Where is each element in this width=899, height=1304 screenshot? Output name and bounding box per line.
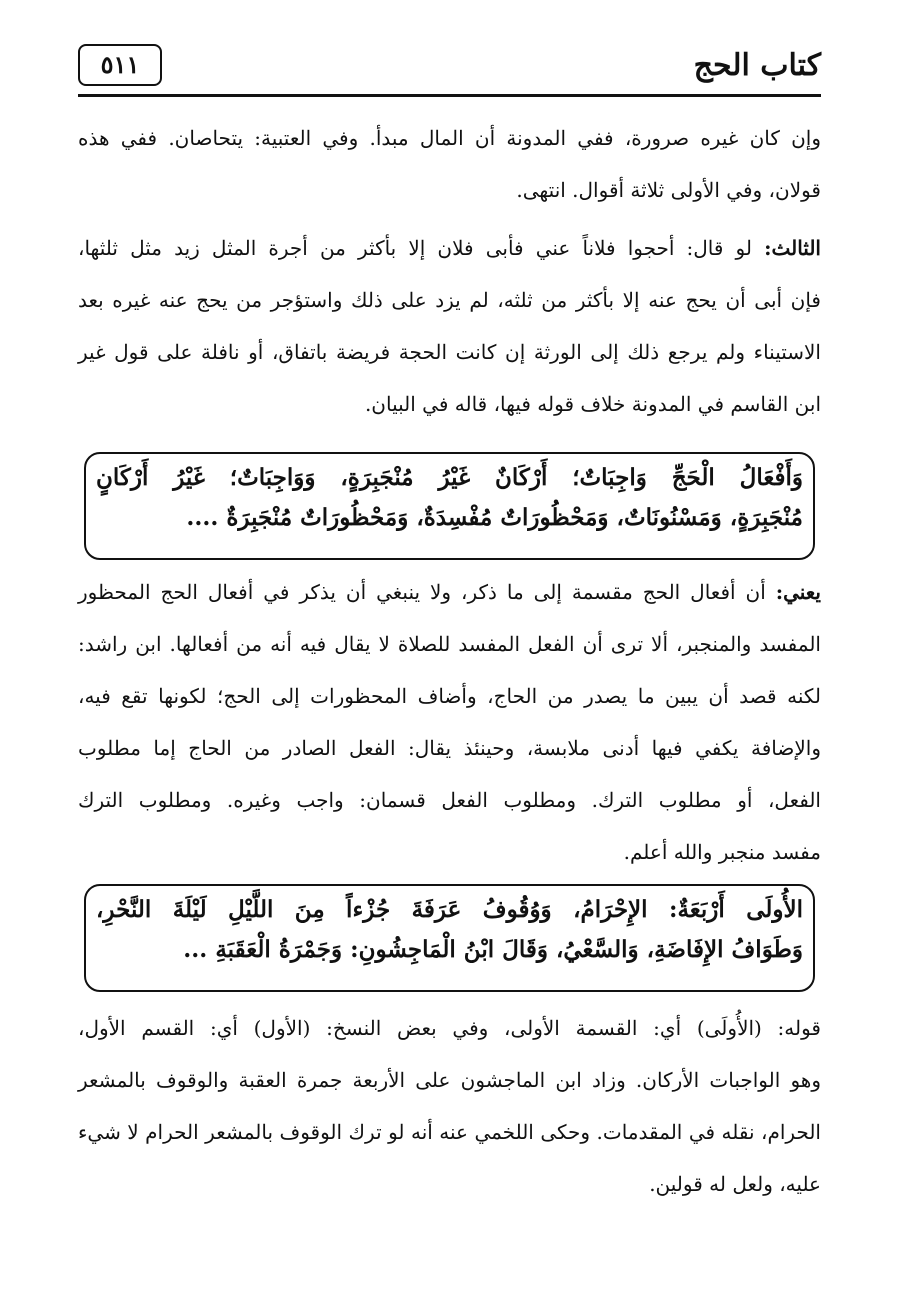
page-number: ٥١١ [78, 44, 162, 86]
text-line [78, 222, 821, 274]
text-line [78, 566, 821, 618]
text-line: الفعل، أو مطلوب الترك. ومطلوب الفعل قسمان: واجب وغيره. ومطلوب الترك [78, 788, 821, 812]
text-line: قوله: (الأُولَى) أي: القسمة الأولى، وفي بعض النسخ: (الأول) أي: القسم الأول، [78, 1016, 821, 1040]
matn-box-2 [84, 884, 815, 992]
paragraph-4 [78, 1002, 821, 1210]
text-segment: أن أفعال الحج مقسمة إلى ما ذكر، ولا ينبغي أن يذكر في أفعال الحج المحظور [78, 580, 776, 604]
text-line: فإن أبى أن يحج عنه إلا بأكثر من ثلثه، لم يزد على ذلك واستؤجر من يحج عنه غيره بعد [78, 288, 821, 312]
paragraph-2 [78, 222, 821, 430]
paragraph-3 [78, 566, 821, 878]
matn-line: وَطَوَافُ الإِفَاضَةِ، وَالسَّعْيُ، وَقَالَ ابْنُ الْمَاجِشُونِ: وَجَمْرَةُ الْعَقَبَةِ ... [183, 936, 803, 963]
paragraph-lead: يعني: [775, 580, 821, 604]
text-segment: لو قال: أحجوا فلاناً عني فأبى فلان إلا بأكثر من أجرة المثل زيد مثل ثلثها، [78, 236, 765, 260]
text-line: قولان، وفي الأولى ثلاثة أقوال. انتهى. [516, 178, 821, 202]
header-divider [78, 94, 821, 97]
matn-line: مُنْجَبِرَةٍ، وَمَسْنُونَاتٌ، وَمَحْظُورَاتٌ مُفْسِدَةٌ، وَمَحْظُورَاتٌ مُنْجَبِرَةٌ .... [186, 504, 803, 531]
text-line: مفسد منجبر والله أعلم. [623, 840, 821, 864]
text-line: وهو الواجبات الأركان. وزاد ابن الماجشون على الأربعة جمرة العقبة والوقوف بالمشعر [78, 1068, 821, 1092]
text-line: وإن كان غيره صرورة، ففي المدونة أن المال مبدأ. وفي العتبية: يتحاصان. ففي هذه [78, 126, 821, 150]
text-line: عليه، ولعل له قولين. [649, 1172, 821, 1196]
text-line: الحرام، نقله في المقدمات. وحكى اللخمي عنه أنه لو ترك الوقوف بالمشعر الحرام لا شيء [78, 1120, 821, 1144]
paragraph-lead: الثالث: [764, 236, 821, 260]
matn-line: الأُولَى أَرْبَعَةٌ: الإِحْرَامُ، وَوُقُوفُ عَرَفَةَ جُزْءاً مِنَ اللَّيْلِ لَيْلَةَ النَّحْرِ، [96, 896, 803, 923]
text-line: لكنه قصد أن يبين ما يصدر من الحاج، وأضاف المحظورات إلى الحج؛ لكونها تقع فيه، [78, 684, 822, 708]
text-line: ابن القاسم في المدونة خلاف قوله فيها، قاله في البيان. [364, 392, 821, 416]
matn-line: وَأَفْعَالُ الْحَجِّ وَاجِبَاتٌ؛ أَرْكَانٌ غَيْرُ مُنْجَبِرَةٍ، وَوَاجِبَاتٌ؛ غَيْرُ أَرْكَانٍ [96, 464, 803, 491]
page-header [78, 38, 821, 100]
paragraph-1 [78, 112, 821, 216]
text-line: المفسد والمنجبر، ألا ترى أن الفعل المفسد للصلاة لا يقال فيه أنه من أفعالها. ابن راشد: [78, 632, 821, 656]
matn-box-1 [84, 452, 815, 560]
book-title: كتاب الحج [693, 48, 821, 83]
text-line: والإضافة يكفي فيها أدنى ملابسة، وحينئذ يقال: الفعل الصادر من الحاج إما مطلوب [78, 736, 821, 760]
text-line: الاستيناء ولم يرجع ذلك إلى الورثة إن كانت الحجة فريضة باتفاق، أو نافلة على قول غير [78, 340, 821, 364]
